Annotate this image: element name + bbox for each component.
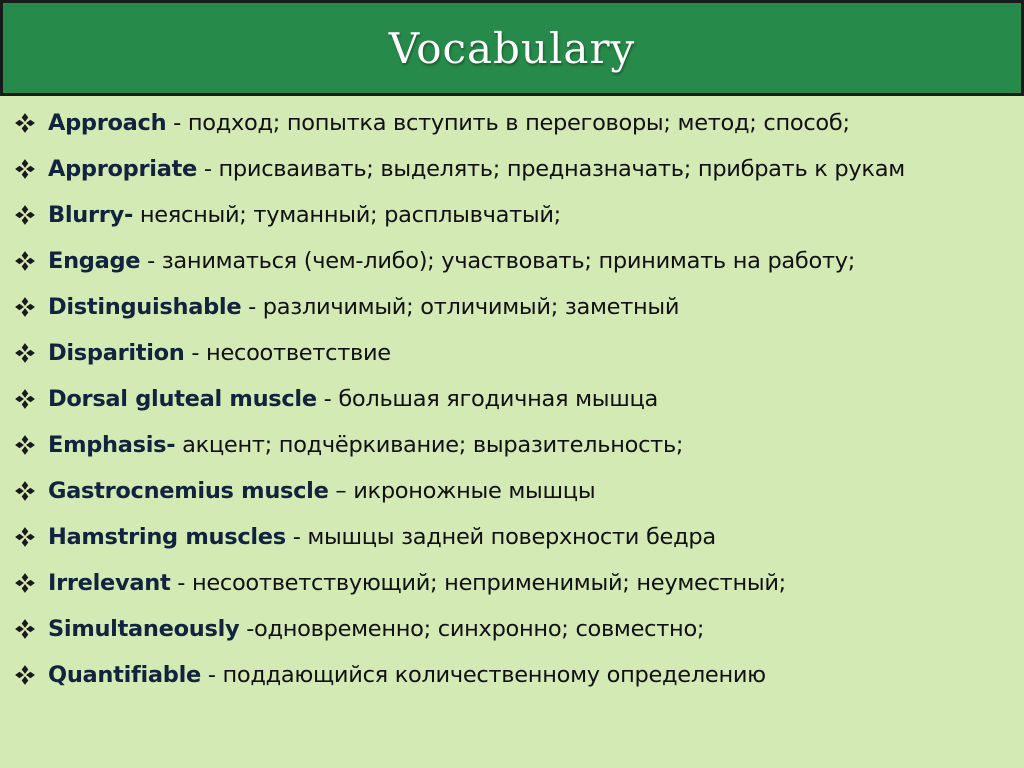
four-diamond-bullet-icon <box>14 154 48 184</box>
vocab-definition: -одновременно; синхронно; совместно; <box>239 616 705 642</box>
list-item <box>14 568 1014 598</box>
four-diamond-bullet-icon <box>14 246 48 276</box>
vocab-definition: неясный; туманный; расплывчатый; <box>132 202 561 228</box>
four-diamond-bullet-icon <box>14 108 48 138</box>
list-item <box>14 660 1014 690</box>
item-text <box>48 292 1014 322</box>
item-text <box>48 430 1014 460</box>
vocabulary-list <box>14 108 1014 706</box>
vocab-definition: - несоответствие <box>184 340 391 366</box>
vocab-definition: - различимый; отличимый; заметный <box>241 294 680 320</box>
four-diamond-bullet-icon <box>14 660 48 690</box>
vocab-term: Engage <box>48 248 141 274</box>
vocab-definition: - подход; попытка вступить в переговоры; метод; способ; <box>166 110 850 136</box>
slide-title: Vocabulary <box>388 23 636 73</box>
vocab-definition: - несоответствующий; неприменимый; неуместный; <box>170 570 786 596</box>
vocab-term: Disparition <box>48 340 185 366</box>
vocab-definition: – икроножные мышцы <box>328 478 596 504</box>
item-text <box>48 154 1014 184</box>
list-item <box>14 430 1014 460</box>
vocab-definition: акцент; подчёркивание; выразительность; <box>175 432 684 458</box>
list-item <box>14 338 1014 368</box>
vocab-term: Emphasis- <box>48 432 176 458</box>
list-item <box>14 154 1014 184</box>
vocab-term: Appropriate <box>48 156 197 182</box>
title-bar <box>0 0 1024 96</box>
vocab-definition: - присваивать; выделять; предназначать; прибрать к рукам <box>197 156 905 182</box>
four-diamond-bullet-icon <box>14 200 48 230</box>
item-text <box>48 338 1014 368</box>
four-diamond-bullet-icon <box>14 568 48 598</box>
vocab-term: Distinguishable <box>48 294 242 320</box>
four-diamond-bullet-icon <box>14 292 48 322</box>
vocab-term: Dorsal gluteal muscle <box>48 386 317 412</box>
item-text <box>48 660 1014 690</box>
list-item <box>14 200 1014 230</box>
four-diamond-bullet-icon <box>14 476 48 506</box>
vocab-definition: - мышцы задней поверхности бедра <box>285 524 716 550</box>
four-diamond-bullet-icon <box>14 614 48 644</box>
list-item <box>14 522 1014 552</box>
item-text <box>48 568 1014 598</box>
vocab-term: Gastrocnemius muscle <box>48 478 329 504</box>
vocab-term: Irrelevant <box>48 570 171 596</box>
vocab-term: Hamstring muscles <box>48 524 286 550</box>
item-text <box>48 108 1014 138</box>
four-diamond-bullet-icon <box>14 522 48 552</box>
item-text <box>48 476 1014 506</box>
vocab-definition: - заниматься (чем-либо); участвовать; принимать на работу; <box>140 248 856 274</box>
vocab-term: Quantifiable <box>48 662 201 688</box>
vocab-definition: - поддающийся количественному определению <box>200 662 766 688</box>
list-item <box>14 108 1014 138</box>
item-text <box>48 246 1014 276</box>
item-text <box>48 522 1014 552</box>
list-item <box>14 476 1014 506</box>
list-item <box>14 246 1014 276</box>
item-text <box>48 614 1014 644</box>
vocab-definition: - большая ягодичная мышца <box>316 386 658 412</box>
vocab-term: Simultaneously <box>48 616 240 642</box>
list-item <box>14 292 1014 322</box>
item-text <box>48 384 1014 414</box>
vocab-term: Approach <box>48 110 167 136</box>
four-diamond-bullet-icon <box>14 384 48 414</box>
four-diamond-bullet-icon <box>14 430 48 460</box>
four-diamond-bullet-icon <box>14 338 48 368</box>
vocab-term: Blurry- <box>48 202 133 228</box>
item-text <box>48 200 1014 230</box>
list-item <box>14 384 1014 414</box>
list-item <box>14 614 1014 644</box>
